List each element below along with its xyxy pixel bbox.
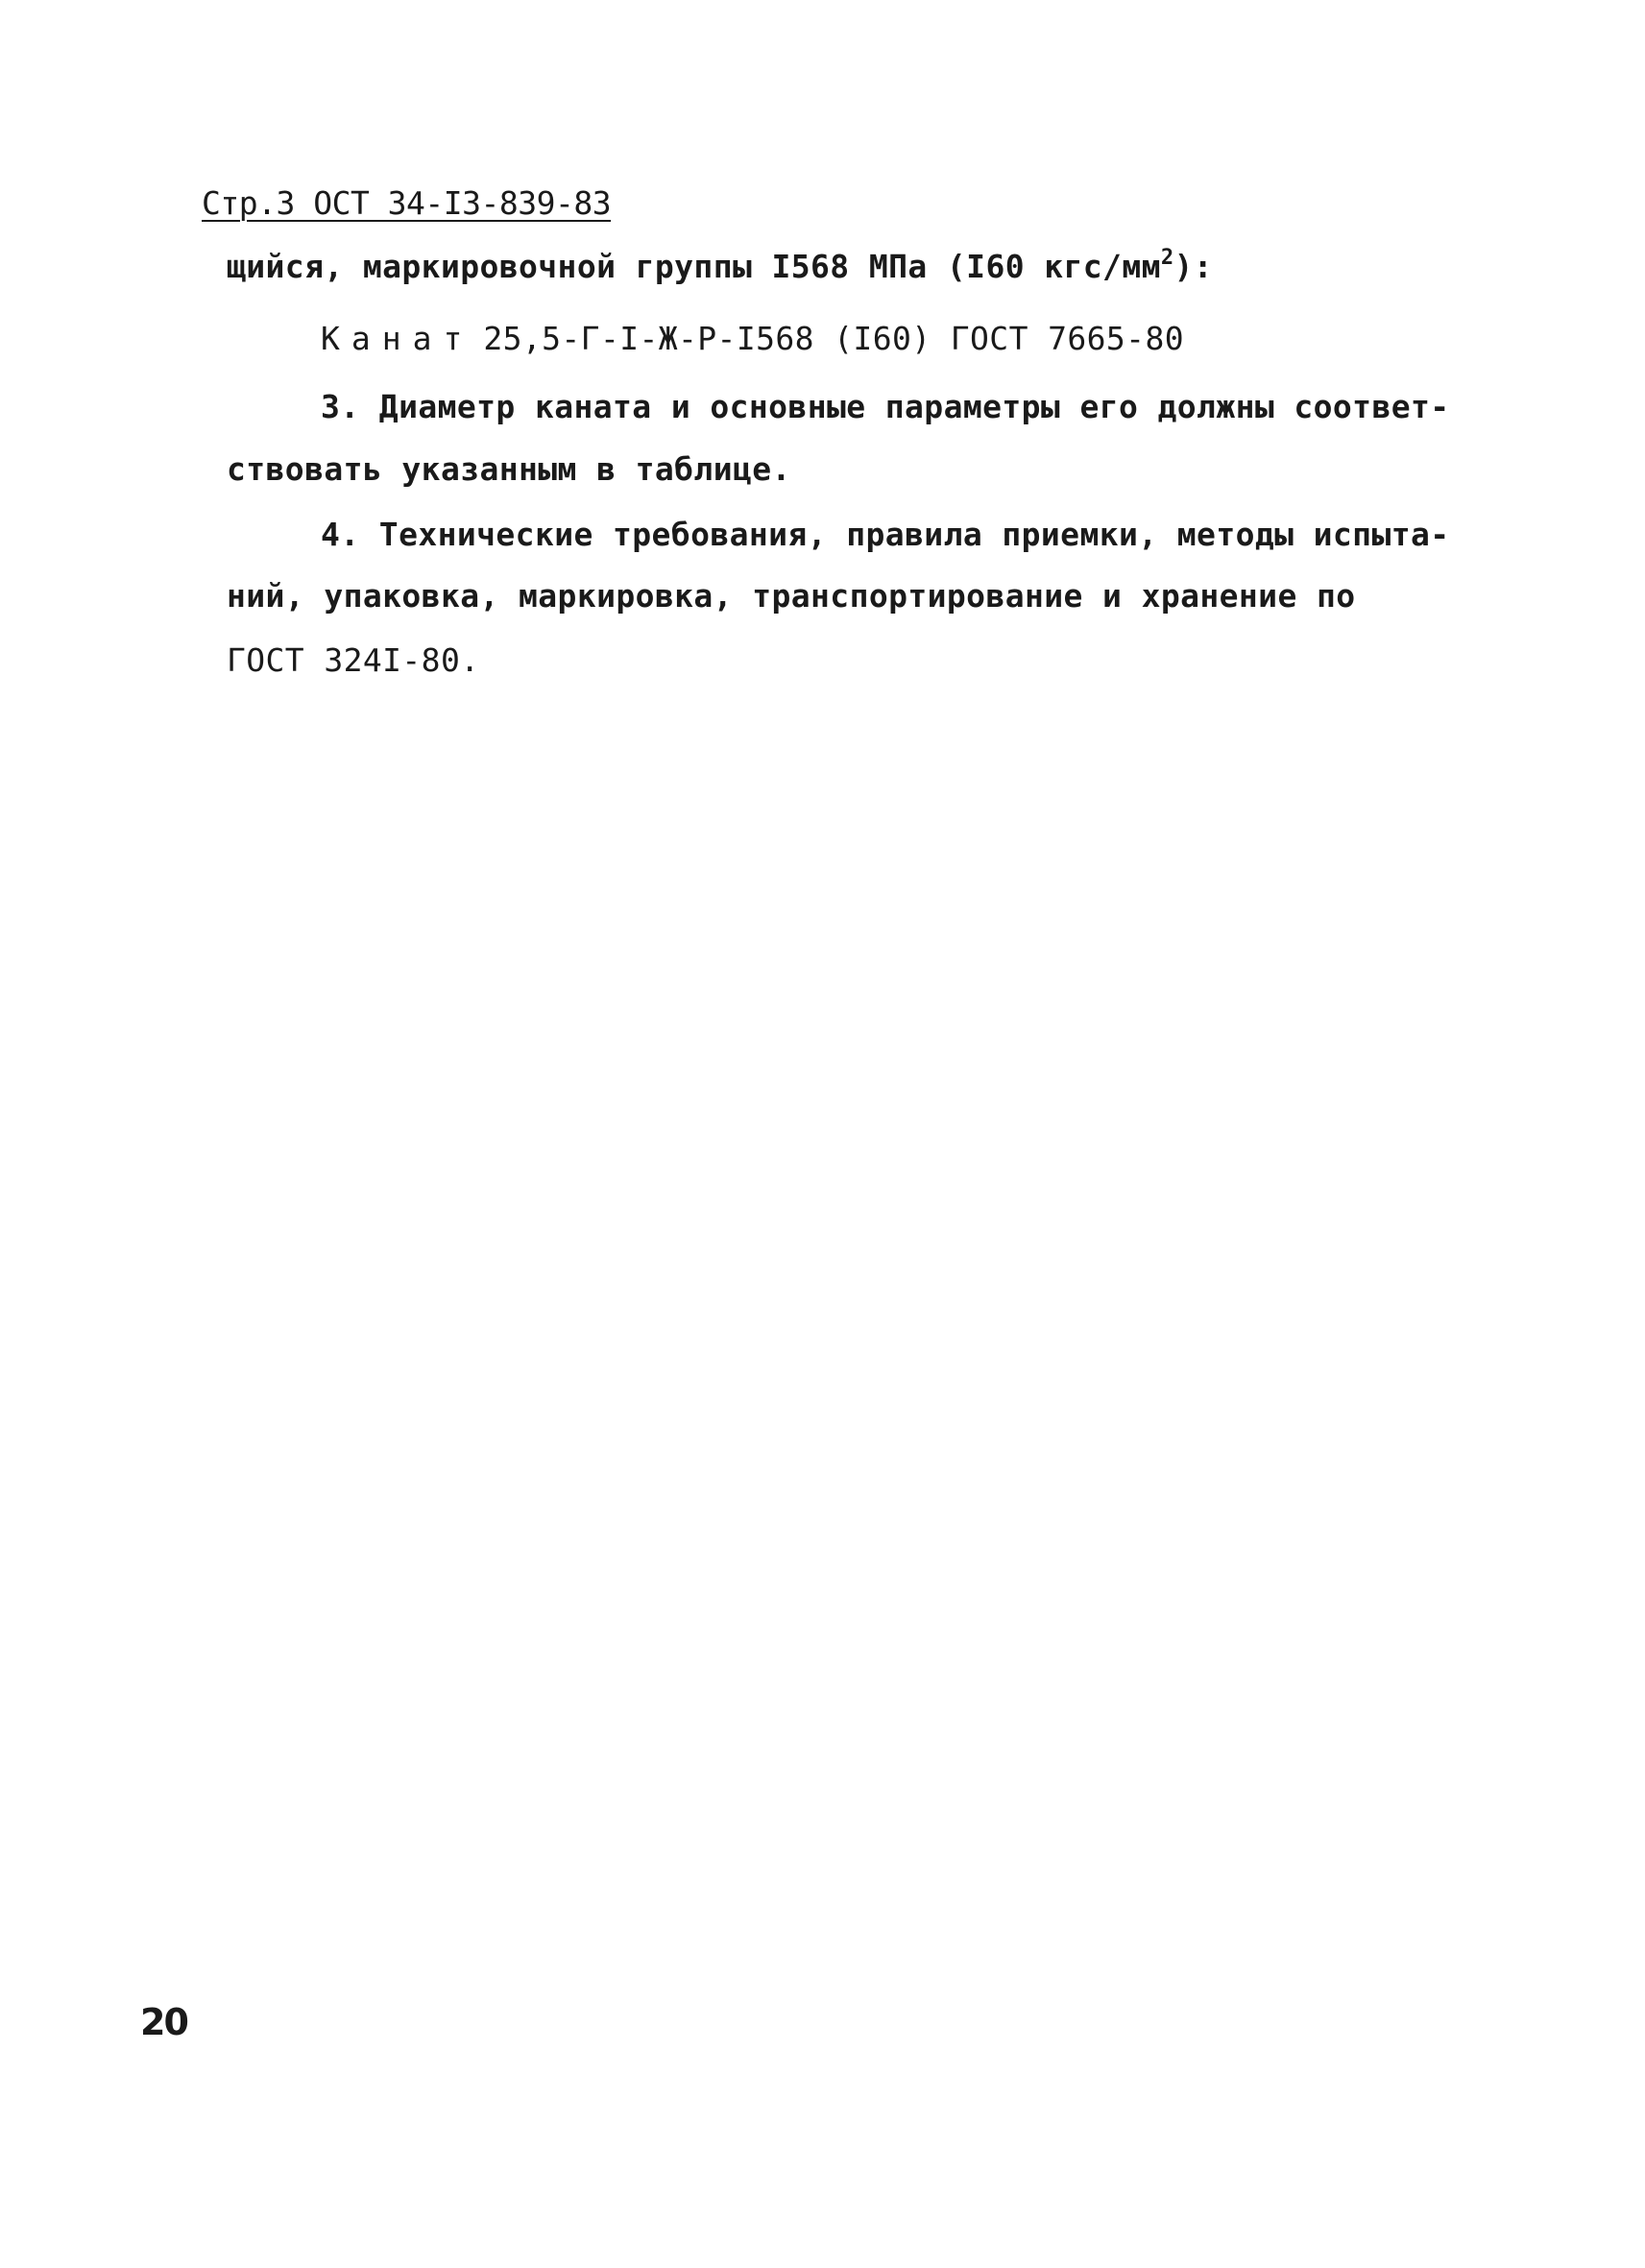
rope-designation-code: 25,5-Г-I-Ж-Р-I568 (I60) ГОСТ 7665-80 [483, 320, 1184, 357]
text-line-1 [227, 248, 1213, 285]
page-number: 20 [140, 2001, 187, 2043]
text-line-1-main: щийся, маркировочной группы I568 МПа (I60 кгс/мм [227, 248, 1161, 285]
rope-designation-line [321, 320, 1184, 357]
paragraph-4-line-1: 4. Технические требования, правила приемки, методы испыта- [321, 516, 1450, 553]
text-line-1-tail: ): [1173, 248, 1214, 285]
paragraph-4-line-2: ний, упаковка, маркировка, транспортирование и хранение по [227, 577, 1356, 615]
superscript-2: 2 [1160, 246, 1174, 270]
paragraph-3-line-2: ствовать указанным в таблице. [227, 450, 791, 488]
page-header: Стр.3 ОСТ 34-I3-839-83 [202, 184, 612, 222]
rope-word: Канат [321, 320, 474, 357]
paragraph-3-line-1: 3. Диаметр каната и основные параметры его должны соответ- [321, 388, 1450, 425]
paragraph-4-line-3: ГОСТ 324I-80. [227, 641, 480, 679]
